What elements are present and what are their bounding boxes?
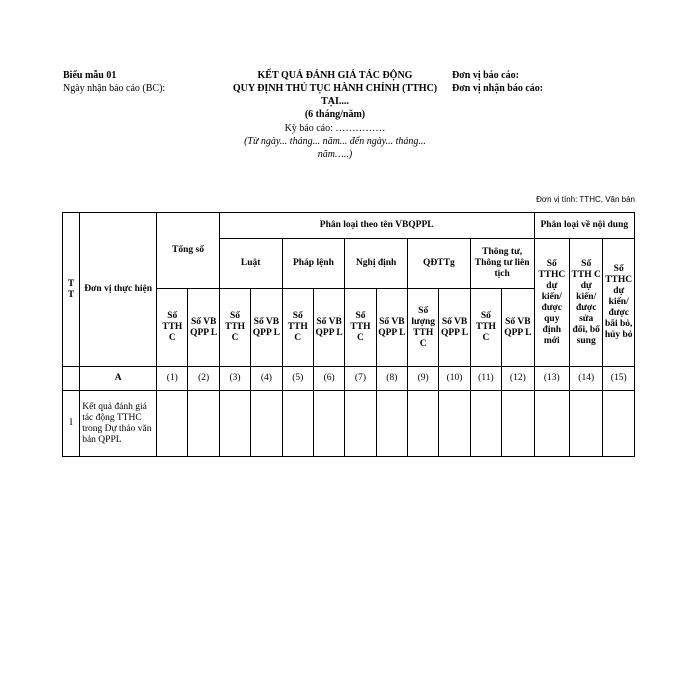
sub-circular-header: Thông tư, Thông tư liên tịch xyxy=(470,239,534,289)
index-cell: (7) xyxy=(345,367,376,391)
decision-vb-header: Số VB QPP L xyxy=(439,289,470,367)
row-number: I xyxy=(63,391,80,457)
report-period: Kỳ báo cáo: …………… xyxy=(284,123,386,134)
date-range-line-1: (Từ ngày... tháng... năm... đến ngày... tháng... xyxy=(244,136,426,147)
law-vb-header: Số VB QPP L xyxy=(251,289,282,367)
title-line-2: QUY ĐỊNH THỦ TỤC HÀNH CHÍNH (TTHC) xyxy=(232,83,438,94)
circular-vb-header: Số VB QPP L xyxy=(502,289,535,367)
form-id: Biểu mẫu 01 xyxy=(63,70,117,81)
index-cell: (2) xyxy=(188,367,219,391)
data-cell[interactable] xyxy=(502,391,535,457)
report-table xyxy=(62,212,635,457)
index-cell: (14) xyxy=(570,367,603,391)
data-cell[interactable] xyxy=(313,391,344,457)
data-cell[interactable] xyxy=(470,391,501,457)
group-total-header: Tổng số xyxy=(157,213,220,289)
total-vb-header: Số VB QPP L xyxy=(188,289,219,367)
index-cell: (10) xyxy=(439,367,470,391)
data-cell[interactable] xyxy=(219,391,250,457)
calc-unit: Đơn vị tính: TTHC, Văn bản xyxy=(536,195,635,204)
index-cell: (5) xyxy=(282,367,313,391)
index-cell-a: A xyxy=(80,367,157,391)
data-cell[interactable] xyxy=(408,391,439,457)
table-row xyxy=(63,391,635,457)
sub-decision-header: QĐTTg xyxy=(408,239,471,289)
index-cell: (12) xyxy=(502,367,535,391)
data-cell[interactable] xyxy=(345,391,376,457)
data-cell[interactable] xyxy=(570,391,603,457)
data-cell[interactable] xyxy=(603,391,635,457)
index-cell-tt xyxy=(63,367,80,391)
law-tthc-header: Số TTH C xyxy=(219,289,250,367)
data-cell[interactable] xyxy=(376,391,407,457)
data-cell[interactable] xyxy=(157,391,188,457)
receiving-unit-label: Đơn vị nhận báo cáo: xyxy=(452,83,544,94)
index-row xyxy=(63,367,635,391)
h-abolish-header: Số TTHC dự kiến/ được bãi bỏ, hủy bỏ xyxy=(603,239,635,367)
group-by-name-header: Phân loại theo tên VBQPPL xyxy=(219,213,534,239)
index-cell: (8) xyxy=(376,367,407,391)
group-by-content-header: Phân loại về nội dung xyxy=(534,213,634,239)
data-cell[interactable] xyxy=(251,391,282,457)
row-label: Kết quả đánh giá tác động TTHC trong Dự thảo văn bản QPPL xyxy=(80,391,157,457)
total-tthc-header: Số TTH C xyxy=(157,289,188,367)
sub-law-header: Luật xyxy=(219,239,282,289)
data-cell[interactable] xyxy=(282,391,313,457)
index-cell: (9) xyxy=(408,367,439,391)
ordinance-tthc-header: Số TTH C xyxy=(282,289,313,367)
data-cell[interactable] xyxy=(534,391,569,457)
decision-tthc-header: Số lượng TTH C xyxy=(408,289,439,367)
sub-ordinance-header: Pháp lệnh xyxy=(282,239,345,289)
col-unit-header: Đơn vị thực hiện xyxy=(80,213,157,367)
data-cell[interactable] xyxy=(439,391,470,457)
index-cell: (3) xyxy=(219,367,250,391)
sub-decree-header: Nghị định xyxy=(345,239,408,289)
title-line-1: KẾT QUẢ ĐÁNH GIÁ TÁC ĐỘNG xyxy=(257,70,413,81)
data-cell[interactable] xyxy=(188,391,219,457)
received-date-label: Ngày nhận báo cáo (BC): xyxy=(63,83,166,94)
ordinance-vb-header: Số VB QPP L xyxy=(313,289,344,367)
h-amend-header: Số TTH C dự kiến/ được sửa đổi, bổ sung xyxy=(570,239,603,367)
index-cell: (1) xyxy=(157,367,188,391)
decree-tthc-header: Số TTH C xyxy=(345,289,376,367)
circular-tthc-header: Số TTH C xyxy=(470,289,501,367)
h-new-header: Số TTHC dự kiến/ được quy định mới xyxy=(534,239,569,367)
date-range-line-2: năm…..) xyxy=(317,149,353,160)
index-cell: (11) xyxy=(470,367,501,391)
index-cell: (15) xyxy=(603,367,635,391)
reporting-unit-label: Đơn vị báo cáo: xyxy=(452,70,519,81)
period-type: (6 tháng/năm) xyxy=(304,109,366,120)
decree-vb-header: Số VB QPP L xyxy=(376,289,407,367)
index-cell: (6) xyxy=(313,367,344,391)
title-line-3: TẠI.... xyxy=(321,96,349,107)
index-cell: (13) xyxy=(534,367,569,391)
index-cell: (4) xyxy=(251,367,282,391)
col-tt-header: T T xyxy=(63,213,80,367)
